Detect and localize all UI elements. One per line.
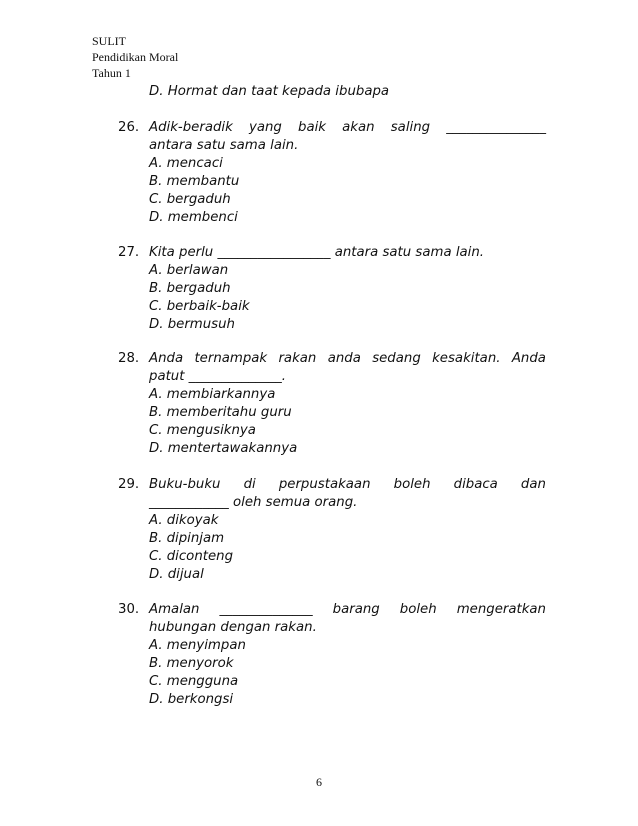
option-b: B. membantu — [149, 174, 240, 189]
question-27 — [118, 244, 546, 334]
option-c: C. diconteng — [149, 549, 234, 564]
option-d: D. mentertawakannya — [149, 441, 298, 456]
option-c: C. bergaduh — [149, 192, 231, 207]
option-b: B. menyorok — [149, 656, 234, 671]
stem-word: Amalan — [149, 602, 200, 617]
option-a: A. menyimpan — [149, 638, 246, 653]
option-c: C. mengguna — [149, 674, 239, 689]
stem-word: baik — [298, 120, 326, 135]
page-number: 6 — [316, 775, 322, 789]
stem-word: di — [243, 477, 256, 492]
answer-blank: _______________ — [446, 120, 546, 135]
stem-word: Anda — [149, 351, 184, 366]
page-header — [92, 33, 178, 81]
option-a: A. dikoyak — [149, 513, 219, 528]
option-b: B. bergaduh — [149, 281, 231, 296]
header-classification: SULIT — [92, 34, 126, 48]
option-c: C. mengusiknya — [149, 423, 256, 438]
stem-word: ternampak — [194, 351, 268, 366]
stem-word: Anda — [511, 351, 546, 366]
question-number: 26. — [118, 120, 140, 135]
stem-word: yang — [248, 120, 282, 135]
question-number: 29. — [118, 477, 140, 492]
option-a: A. mencaci — [149, 156, 223, 171]
stem-word: Adik-beradik — [149, 120, 233, 135]
option-d: D. membenci — [149, 210, 238, 225]
option-d: D. dijual — [149, 567, 204, 582]
question-29 — [118, 476, 546, 584]
question-stem-line2: ____________ oleh semua orang. — [149, 495, 358, 510]
stem-word: mengeratkan — [456, 602, 546, 617]
stem-word: akan — [342, 120, 375, 135]
option-b: B. memberitahu guru — [149, 405, 292, 420]
stem-word: boleh — [393, 477, 431, 492]
stem-word: Buku-buku — [149, 477, 221, 492]
question-number: 27. — [118, 245, 140, 260]
stem-word: dan — [520, 477, 546, 492]
question-stem-line1 — [149, 601, 546, 619]
question-stem-line2: hubungan dengan rakan. — [149, 620, 317, 635]
question-28 — [118, 350, 546, 458]
stem-word: barang — [332, 602, 380, 617]
stem-word: rakan — [278, 351, 317, 366]
stem-word: dibaca — [453, 477, 498, 492]
stem-word: perpustakaan — [278, 477, 371, 492]
stem-word: boleh — [399, 602, 437, 617]
question-stem-line1 — [149, 350, 546, 368]
question-stem-line2: patut ______________. — [149, 369, 286, 384]
question-stem-line2: antara satu sama lain. — [149, 138, 299, 153]
stem-word: saling — [390, 120, 431, 135]
option-d: D. bermusuh — [149, 317, 235, 332]
stem-word: sedang — [372, 351, 421, 366]
question-30 — [118, 601, 546, 709]
answer-blank: ______________ — [219, 602, 313, 617]
question-stem-line1 — [149, 119, 546, 137]
question-stem: Kita perlu _________________ antara satu sama lain. — [149, 245, 485, 260]
stem-word: anda — [327, 351, 361, 366]
option-b: B. dipinjam — [149, 531, 225, 546]
carryover-option: D. Hormat dan taat kepada ibubapa — [149, 84, 390, 99]
question-26 — [118, 119, 546, 227]
option-c: C. berbaik-baik — [149, 299, 250, 314]
stem-word: kesakitan. — [432, 351, 501, 366]
header-year: Tahun 1 — [92, 66, 131, 80]
option-d: D. berkongsi — [149, 692, 234, 707]
header-subject: Pendidikan Moral — [92, 50, 179, 64]
question-number: 28. — [118, 351, 140, 366]
option-a: A. membiarkannya — [149, 387, 276, 402]
question-stem-line1 — [149, 476, 546, 494]
option-a: A. berlawan — [149, 263, 229, 278]
question-number: 30. — [118, 602, 140, 617]
